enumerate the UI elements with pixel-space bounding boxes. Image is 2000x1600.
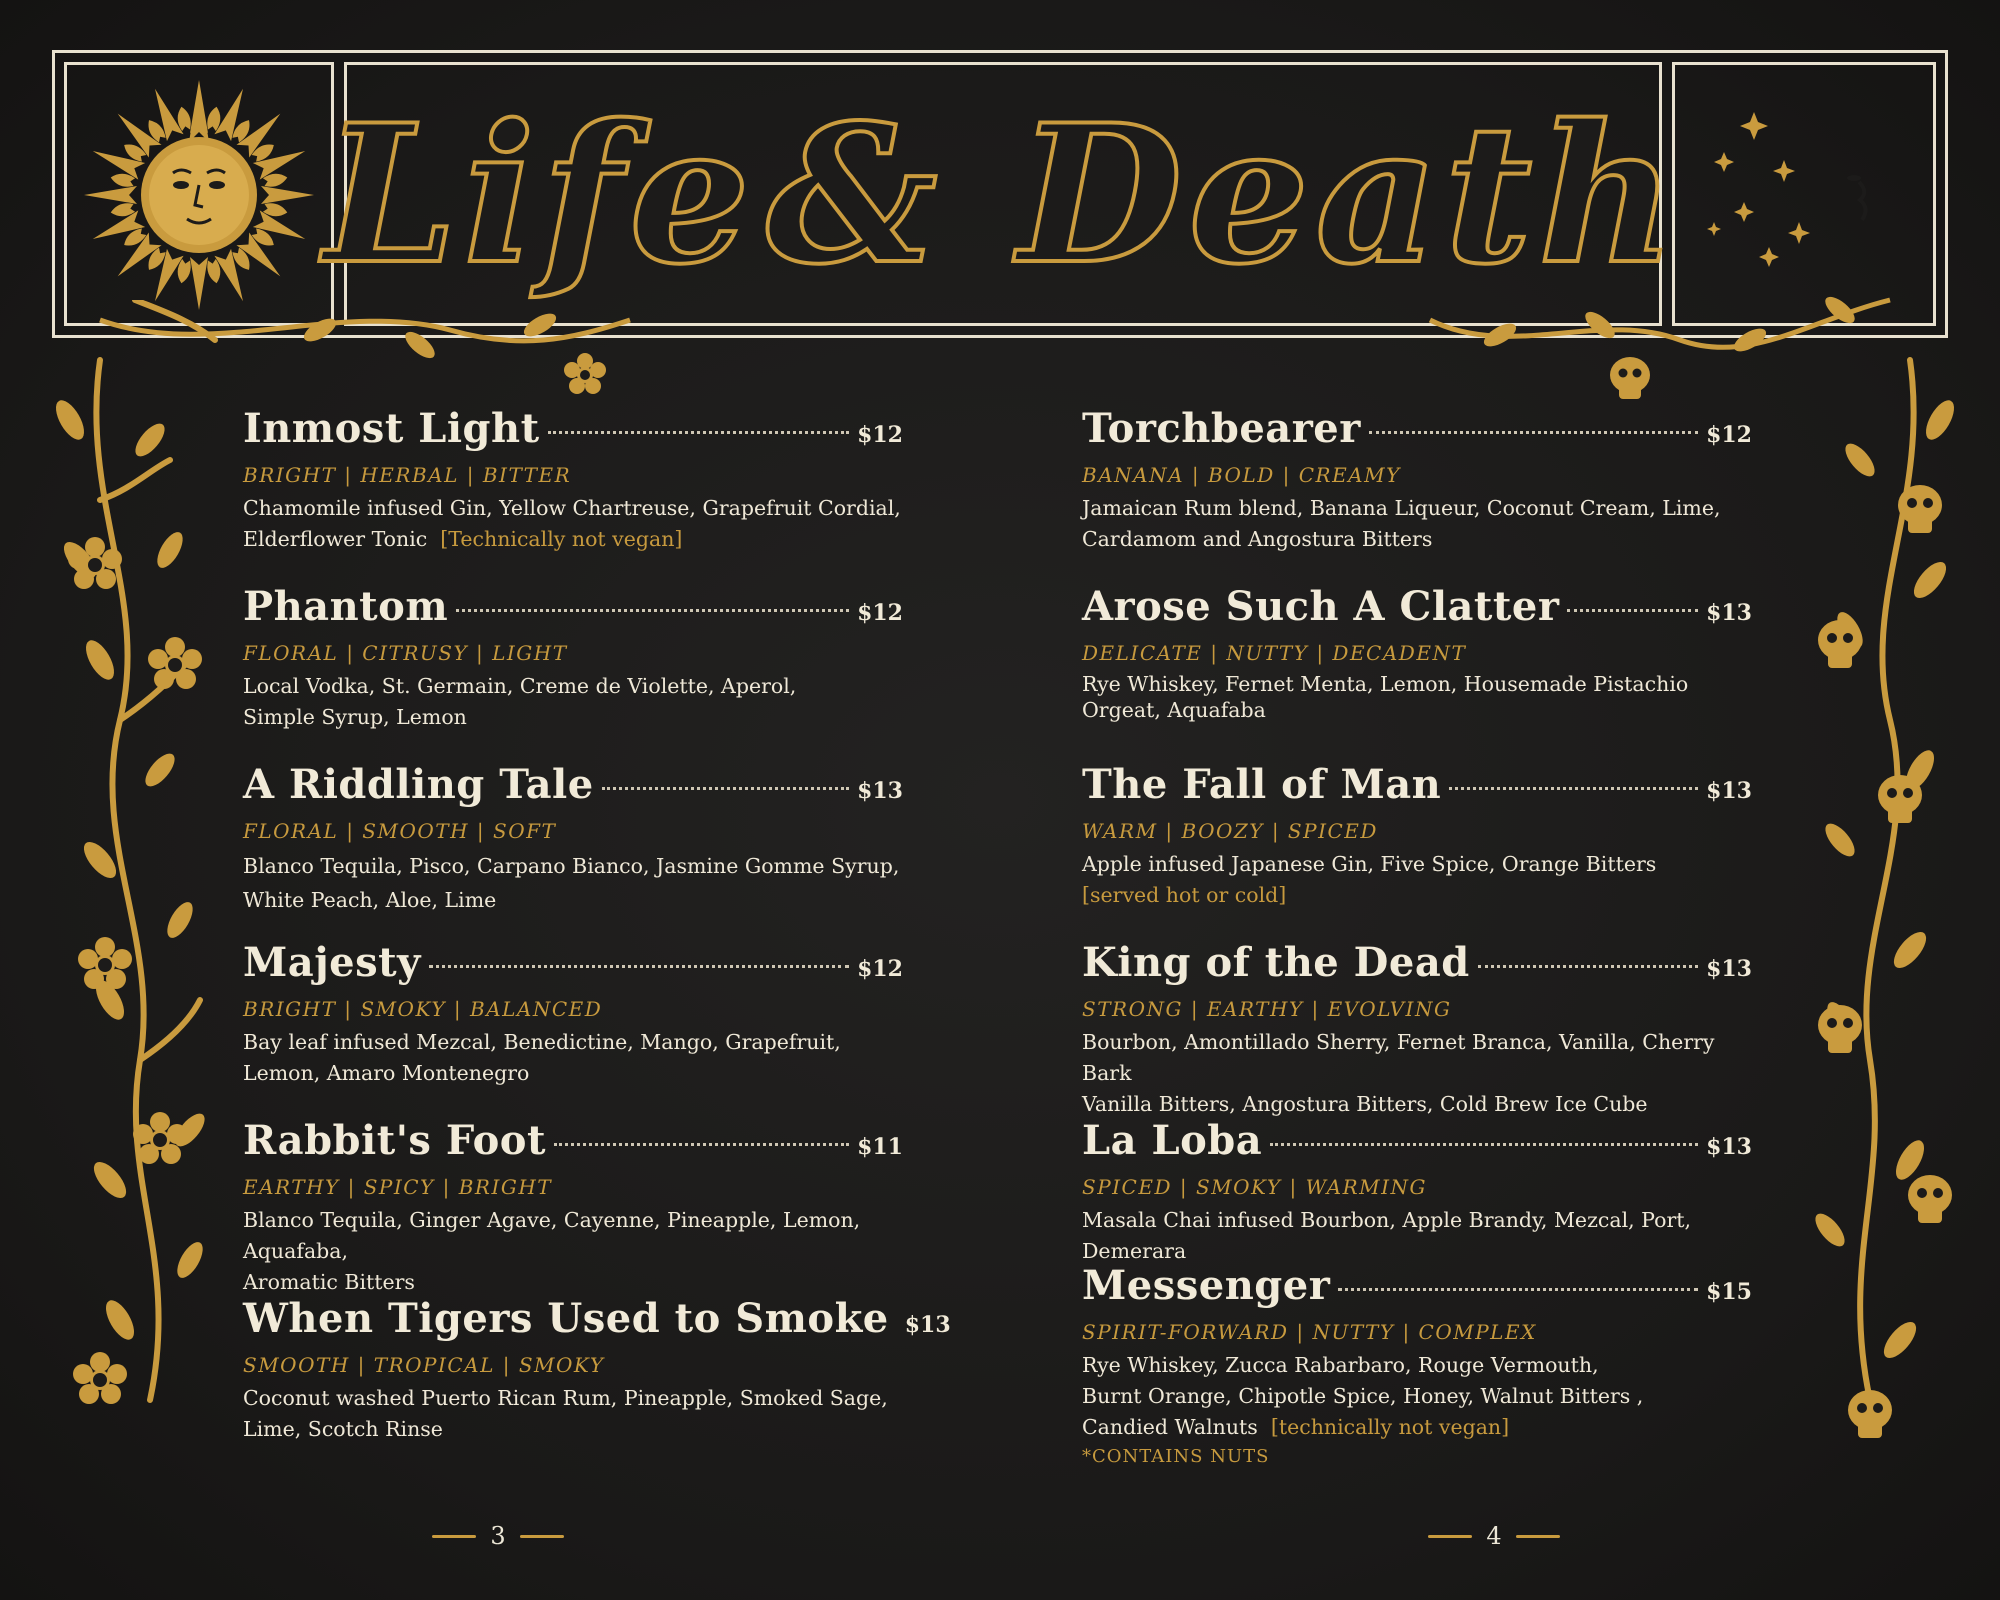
- cocktail-name: King of the Dead: [1082, 939, 1470, 986]
- cocktail-name: Inmost Light: [243, 405, 540, 452]
- allergen-note: *CONTAINS NUTS: [1082, 1446, 1270, 1467]
- ingredients: Rye Whiskey, Fernet Menta, Lemon, Housemade Pistachio Orgeat, Aquafaba: [1082, 672, 1689, 722]
- dot-leader: [548, 431, 849, 434]
- cocktail-price: $13: [1706, 1134, 1752, 1160]
- flavor-tags: DELICATE | NUTTY | DECADENT: [1082, 641, 1467, 665]
- dot-leader: [1449, 787, 1698, 790]
- cocktail-name: The Fall of Man: [1082, 761, 1442, 808]
- menu-item: [1082, 761, 1752, 939]
- flavor-tags: FLORAL | SMOOTH | SOFT: [243, 819, 557, 843]
- moon-icon: [1684, 72, 1924, 312]
- cocktail-name: A Riddling Tale: [243, 761, 594, 808]
- left-vine-decoration: [40, 300, 240, 1450]
- right-garland-decoration: [1420, 290, 1900, 410]
- cocktail-name: Majesty: [243, 939, 421, 986]
- menu-item: [1082, 583, 1752, 761]
- page-number-text: 3: [490, 1522, 506, 1550]
- dot-leader: [1369, 431, 1698, 434]
- flavor-tags: SPIRIT-FORWARD | NUTTY | COMPLEX: [1082, 1320, 1537, 1344]
- cocktail-price: $15: [1706, 1279, 1752, 1305]
- vegan-note: [technically not vegan]: [1270, 1415, 1510, 1439]
- title-death: Death: [1017, 82, 1683, 306]
- cocktail-name: Rabbit's Foot: [243, 1117, 546, 1164]
- ingredients: Bay leaf infused Mezcal, Benedictine, Mango, Grapefruit, Lemon, Amaro Montenegro: [243, 1030, 841, 1085]
- dot-leader: [456, 609, 849, 612]
- right-vine-decoration: [1780, 300, 1980, 1450]
- menu-item: [1082, 1117, 1752, 1262]
- ingredients: Bourbon, Amontillado Sherry, Fernet Branca, Vanilla, Cherry Bark Vanilla Bitters, Angostura Bitters, Cold Brew Ice Cube: [1082, 1030, 1715, 1116]
- menu-item: [243, 1295, 951, 1473]
- cocktail-price: $13: [1706, 778, 1752, 804]
- cocktail-price: $12: [857, 600, 903, 626]
- flavor-tags: STRONG | EARTHY | EVOLVING: [1082, 997, 1452, 1021]
- ingredients: Blanco Tequila, Pisco, Carpano Bianco, Jasmine Gomme Syrup, White Peach, Aloe, Lime: [243, 854, 900, 912]
- cocktail-name: Arose Such A Clatter: [1082, 583, 1560, 630]
- page-number-text: 4: [1486, 1522, 1502, 1550]
- flavor-tags: BANANA | BOLD | CREAMY: [1082, 463, 1401, 487]
- page-number-left: [418, 1522, 578, 1550]
- menu-item: [243, 1117, 903, 1295]
- ingredients: [243, 493, 903, 555]
- page-number-right: [1414, 1522, 1574, 1550]
- vegan-note: [Technically not vegan]: [440, 527, 683, 551]
- menu-item: [1082, 1262, 1752, 1467]
- cocktail-name: When Tigers Used to Smoke: [243, 1295, 889, 1342]
- title-ampersand: &: [766, 82, 944, 306]
- flavor-tags: BRIGHT | SMOKY | BALANCED: [243, 997, 603, 1021]
- right-page-menu: [1082, 405, 1752, 1467]
- cocktail-name: Torchbearer: [1082, 405, 1361, 452]
- dot-leader: [554, 1143, 849, 1146]
- flavor-tags: FLORAL | CITRUSY | LIGHT: [243, 641, 568, 665]
- ingredients: Coconut washed Puerto Rican Rum, Pineapple, Smoked Sage, Lime, Scotch Rinse: [243, 1386, 888, 1441]
- cocktail-price: $12: [857, 956, 903, 982]
- ingredients: Jamaican Rum blend, Banana Liqueur, Coconut Cream, Lime, Cardamom and Angostura Bitters: [1082, 496, 1721, 551]
- cocktail-price: $13: [857, 778, 903, 804]
- flavor-tags: BRIGHT | HERBAL | BITTER: [243, 463, 572, 487]
- menu-item: [243, 939, 903, 1117]
- ingredients: [1082, 1350, 1752, 1443]
- left-garland-decoration: [90, 300, 650, 400]
- cocktail-price: $13: [1706, 600, 1752, 626]
- cocktail-price: $12: [857, 422, 903, 448]
- page-dash: [432, 1535, 476, 1538]
- ingredients-text: Rye Whiskey, Zucca Rabarbaro, Rouge Vermouth, Burnt Orange, Chipotle Spice, Honey, Walnut Bitters , Candied Walnuts: [1082, 1353, 1644, 1439]
- cocktail-price: $13: [1706, 956, 1752, 982]
- dot-leader: [429, 965, 849, 968]
- cocktail-price: $13: [904, 1312, 951, 1338]
- menu-item: [1082, 939, 1752, 1117]
- menu-item: [243, 761, 903, 939]
- dot-leader: [1270, 1143, 1698, 1146]
- menu-item: [243, 583, 903, 761]
- left-page-menu: [243, 405, 951, 1473]
- cocktail-name: Messenger: [1082, 1262, 1331, 1309]
- page-dash: [1428, 1535, 1472, 1538]
- ingredients-text: Chamomile infused Gin, Yellow Chartreuse, Grapefruit Cordial, Elderflower Tonic: [243, 496, 901, 551]
- title-life: Life: [323, 82, 757, 306]
- cocktail-price: $12: [1706, 422, 1752, 448]
- cocktail-name: Phantom: [243, 583, 449, 630]
- dot-leader: [1567, 609, 1698, 612]
- sun-icon: [76, 72, 322, 318]
- ingredients: Apple infused Japanese Gin, Five Spice, Orange Bitters: [1082, 852, 1657, 876]
- ingredients: Blanco Tequila, Ginger Agave, Cayenne, Pineapple, Lemon, Aquafaba, Aromatic Bitters: [243, 1208, 861, 1294]
- page-dash: [520, 1535, 564, 1538]
- flavor-tags: SPICED | SMOKY | WARMING: [1082, 1175, 1428, 1199]
- ingredients: Local Vodka, St. Germain, Creme de Violette, Aperol, Simple Syrup, Lemon: [243, 674, 797, 729]
- cocktail-name: La Loba: [1082, 1117, 1263, 1164]
- dot-leader: [1338, 1288, 1698, 1291]
- ingredients: Masala Chai infused Bourbon, Apple Brandy, Mezcal, Port, Demerara: [1082, 1208, 1692, 1263]
- menu-item: [1082, 405, 1752, 583]
- serving-note: [served hot or cold]: [1082, 883, 1287, 907]
- page-dash: [1516, 1535, 1560, 1538]
- flavor-tags: WARM | BOOZY | SPICED: [1082, 819, 1378, 843]
- cocktail-price: $11: [857, 1134, 903, 1160]
- dot-leader: [602, 787, 849, 790]
- flavor-tags: SMOOTH | TROPICAL | SMOKY: [243, 1353, 605, 1377]
- menu-title: [323, 62, 1683, 326]
- menu-item: [243, 405, 903, 583]
- flavor-tags: EARTHY | SPICY | BRIGHT: [243, 1175, 553, 1199]
- dot-leader: [1478, 965, 1698, 968]
